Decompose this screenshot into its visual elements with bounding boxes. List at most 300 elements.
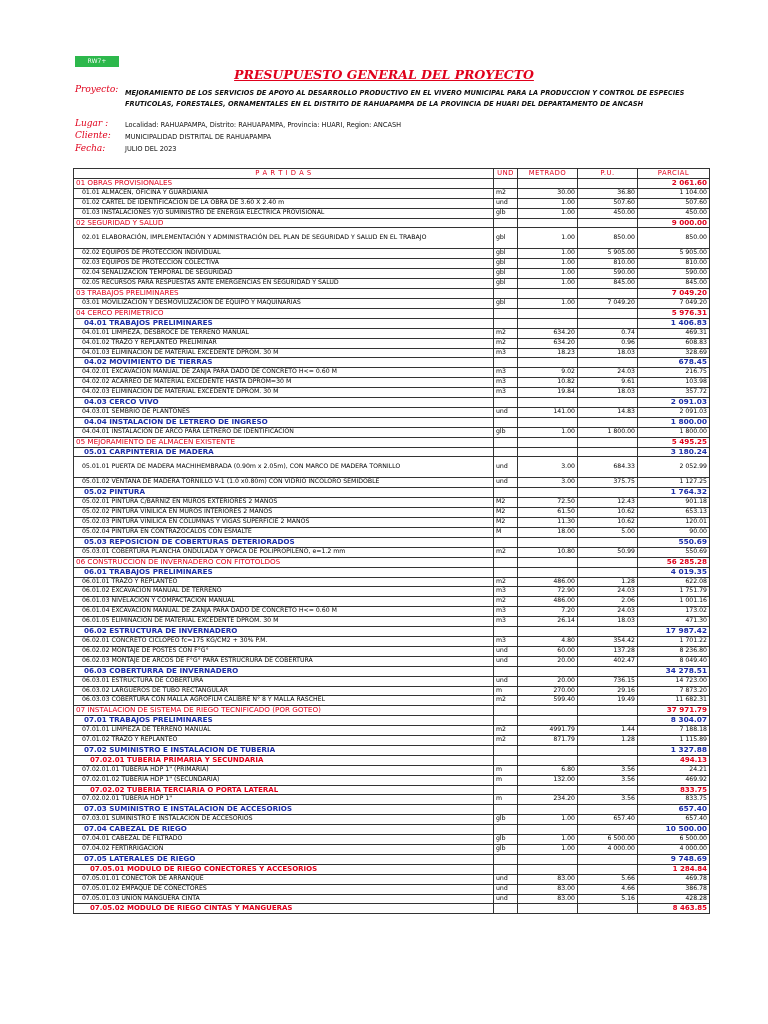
parcial-cell: 1 800.00 [638,427,710,437]
metrado-cell: 1.00 [518,298,578,308]
section-row [74,537,710,547]
metrado-cell [518,825,578,835]
metrado-cell [518,398,578,408]
pu-cell [578,755,638,765]
partida-cell: 07.02.02 TUBERIA TERCIARIA O PORTA LATERAL [74,785,494,795]
table-row [74,348,710,358]
parcial-cell: 4 000.00 [638,845,710,855]
pu-cell: 850.00 [578,228,638,249]
pu-cell [578,437,638,447]
und-cell: und [494,656,518,666]
partida-cell: 06.03 COBERTURRA DE INVERNADERO [74,666,494,676]
partida-cell: 07.05.02 MODULO DE RIEGO CINTAS Y MANGUERAS [74,904,494,914]
proyecto-value: MEJORAMIENTO DE LOS SERVICIOS DE APOYO AL DESARROLLO PRODUCTIVO EN EL VIVERO MUNICIPAL PARA LA PRODUCCION Y CONTROL DE ESPECIES FRUTICOLAS, FORESTALES, ORNAMENTALES EN EL DISTRITO DE RAHUAPAMPA DE LA PROVINCIA DE HUARI DEL DEPARTAMENTO DE ANCASH [125,89,685,108]
table-row [74,427,710,437]
pu-cell: 29.16 [578,686,638,696]
und-cell [494,557,518,567]
und-cell: m2 [494,726,518,736]
parcial-cell: 9 000.00 [638,218,710,228]
table-row [74,198,710,208]
parcial-cell: 550.69 [638,537,710,547]
table-row [74,368,710,378]
und-cell: und [494,884,518,894]
pu-cell: 4 000.00 [578,845,638,855]
partida-cell: 05.01 CARPINTERIA DE MADERA [74,447,494,457]
metrado-cell: 1.00 [518,228,578,249]
parcial-cell: 357.72 [638,388,710,398]
metrado-cell [518,417,578,427]
partida-cell: 07.05 LATERALES DE RIEGO [74,854,494,864]
pu-cell: 0.96 [578,338,638,348]
partida-cell: 07.03.01 SUMINISTRO E INSTALACIÓN DE ACCESORIOS [74,815,494,825]
und-cell [494,716,518,726]
partida-cell: 06.02.01 CONCRETO CICLOPEO fc=175 KG/CM2 + 30% P.M. [74,636,494,646]
metrado-cell: 83.00 [518,874,578,884]
und-cell: gbl [494,279,518,289]
pu-cell: 1.44 [578,726,638,736]
parcial-cell: 678.45 [638,358,710,368]
partida-cell: 02.02 EQUIPOS DE PROTECCIÓN INDIVIDUAL [74,249,494,259]
parcial-cell: 5 976.31 [638,308,710,318]
pu-cell: 4.66 [578,884,638,894]
partida-cell: 01 OBRAS PROVISIONALES [74,178,494,188]
partida-cell: 05.02.04 PINTURA EN CONTRAZOCALOS CON ESMALTE [74,528,494,538]
parcial-cell: 833.75 [638,795,710,805]
table-row [74,188,710,198]
metrado-cell: 234.20 [518,795,578,805]
metrado-cell: 30.00 [518,188,578,198]
section-row [74,358,710,368]
und-cell: m3 [494,368,518,378]
partida-cell: 07.03 SUMINISTRO E INSTALACION DE ACCESORIOS [74,805,494,815]
section-row [74,706,710,716]
section-row [74,716,710,726]
partida-cell: 04.01 TRABAJOS PRELIMINARES [74,318,494,328]
metrado-cell: 26.14 [518,617,578,627]
pu-cell: 3.56 [578,795,638,805]
parcial-cell: 103.98 [638,378,710,388]
pu-cell [578,447,638,457]
parcial-cell: 11 682.31 [638,696,710,706]
metrado-cell [518,318,578,328]
und-cell [494,447,518,457]
parcial-cell: 8 304.07 [638,716,710,726]
partida-cell: 07.02.01 TUBERIA PRIMARIA Y SECUNDARIA [74,755,494,765]
partida-cell: 07.05.01.02 EMPAQUE DE CONECTORES [74,884,494,894]
parcial-cell: 494.13 [638,755,710,765]
parcial-cell: 8 236.80 [638,646,710,656]
parcial-cell: 386.78 [638,884,710,894]
pu-cell: 3.56 [578,775,638,785]
metrado-cell [518,488,578,498]
table-row [74,656,710,666]
parcial-cell: 471.30 [638,617,710,627]
parcial-cell: 2 061.60 [638,178,710,188]
metrado-cell: 6.80 [518,765,578,775]
parcial-cell: 8 463.85 [638,904,710,914]
partida-cell: 04.01.01 LIMPIEZA, DESBROCE DE TERRENO MANUAL [74,328,494,338]
metrado-cell: 1.00 [518,845,578,855]
parcial-cell: 90.00 [638,528,710,538]
metrado-cell: 72.50 [518,498,578,508]
und-cell: m2 [494,696,518,706]
pu-cell: 507.60 [578,198,638,208]
und-cell: und [494,478,518,488]
metrado-cell: 83.00 [518,884,578,894]
table-row [74,894,710,904]
und-cell: m3 [494,587,518,597]
und-cell [494,218,518,228]
partida-cell: 06.01.01 TRAZO Y REPLANTEO [74,577,494,587]
und-cell: glb [494,815,518,825]
pu-cell: 402.47 [578,656,638,666]
parcial-cell: 1 115.89 [638,736,710,746]
parcial-cell: 10 500.00 [638,825,710,835]
parcial-cell: 469.31 [638,328,710,338]
und-cell: und [494,407,518,417]
pu-cell: 1.28 [578,736,638,746]
table-row [74,736,710,746]
table-row [74,269,710,279]
table-header [74,169,710,179]
table-row [74,815,710,825]
metrado-cell [518,864,578,874]
section-row [74,805,710,815]
und-cell [494,318,518,328]
table-row [74,884,710,894]
table-row [74,528,710,538]
parcial-cell: 4 019.35 [638,567,710,577]
parcial-cell: 1 104.00 [638,188,710,198]
und-cell: m3 [494,636,518,646]
metrado-cell [518,706,578,716]
metrado-cell: 1.00 [518,427,578,437]
metrado-cell [518,537,578,547]
pu-cell [578,666,638,676]
und-cell [494,417,518,427]
parcial-cell: 7 188.18 [638,726,710,736]
section-row [74,488,710,498]
parcial-cell: 622.08 [638,577,710,587]
parcial-cell: 608.83 [638,338,710,348]
und-cell: gbl [494,259,518,269]
metrado-cell [518,805,578,815]
und-cell [494,437,518,447]
parcial-cell: 2 091.03 [638,407,710,417]
pu-cell: 18.03 [578,617,638,627]
pu-cell: 1.28 [578,577,638,587]
metrado-cell [518,716,578,726]
pu-cell: 684.33 [578,457,638,478]
pu-cell: 810.00 [578,259,638,269]
und-cell [494,567,518,577]
parcial-cell: 1 001.16 [638,597,710,607]
metrado-cell [518,745,578,755]
section-row [74,308,710,318]
partida-cell: 06.02.02 MONTAJE DE POSTES CON F°G° [74,646,494,656]
pu-cell: 7 049.20 [578,298,638,308]
table-row [74,607,710,617]
und-cell [494,825,518,835]
parcial-cell: 1 764.32 [638,488,710,498]
partida-cell: 04.02.03 ELIMINACION DE MATERIAL EXCEDENTE DPROM. 30 M [74,388,494,398]
section-row [74,666,710,676]
metrado-cell: 599.40 [518,696,578,706]
parcial-cell: 1 701.22 [638,636,710,646]
und-cell [494,308,518,318]
partida-cell: 07.04.01 CABEZAL DE FILTRADO [74,835,494,845]
und-cell [494,488,518,498]
metrado-cell: 1.00 [518,815,578,825]
partida-cell: 04.02.01 EXCAVACION MANUAL DE ZANJA PARA DADO DE CONCRETO H<= 0.60 M [74,368,494,378]
pu-cell [578,567,638,577]
und-cell [494,537,518,547]
pu-cell: 19.49 [578,696,638,706]
table-row [74,518,710,528]
table-row [74,696,710,706]
parcial-cell: 14 723.00 [638,676,710,686]
pu-cell: 845.00 [578,279,638,289]
partida-cell: 05.02 PINTURA [74,488,494,498]
section-row [74,398,710,408]
und-cell: m2 [494,338,518,348]
partida-cell: 06.01.03 NIVELACION Y COMPACTACION MANUAL [74,597,494,607]
metrado-cell [518,178,578,188]
und-cell: und [494,646,518,656]
und-cell [494,289,518,299]
metrado-cell: 486.00 [518,597,578,607]
table-row [74,686,710,696]
parcial-cell: 507.60 [638,198,710,208]
parcial-cell: 173.02 [638,607,710,617]
partida-cell: 06.02 ESTRUCTURA DE INVERNADERO [74,627,494,637]
metrado-cell: 141.00 [518,407,578,417]
und-cell [494,854,518,864]
budget-table [73,168,710,914]
metrado-cell: 634.20 [518,338,578,348]
table-row [74,874,710,884]
metrado-cell [518,785,578,795]
parcial-cell: 7 049.20 [638,289,710,299]
pu-cell [578,864,638,874]
table-row [74,765,710,775]
pu-cell: 24.03 [578,587,638,597]
partida-cell: 06.01.02 EXCAVACION MANUAL DE TERRENO [74,587,494,597]
und-cell [494,864,518,874]
und-cell: gbl [494,228,518,249]
pu-cell: 10.62 [578,508,638,518]
section-row [74,745,710,755]
table-row [74,457,710,478]
parcial-cell: 657.40 [638,805,710,815]
partida-cell: 05 MEJORAMIENTO DE ALMACEN EXISTENTE [74,437,494,447]
fecha-value: JULIO DEL 2023 [125,145,177,153]
pu-cell: 18.03 [578,348,638,358]
metrado-cell [518,627,578,637]
und-cell: m [494,775,518,785]
metrado-cell: 132.00 [518,775,578,785]
partida-cell: 07.04.02 FERTIRRIGACION [74,845,494,855]
und-cell [494,627,518,637]
partida-cell: 03 TRABAJOS PRELIMINARES [74,289,494,299]
partida-cell: 01.01 ALMACEN, OFICINA Y GUARDIANIA [74,188,494,198]
pu-cell [578,537,638,547]
parcial-cell: 590.00 [638,269,710,279]
partida-cell: 05.01.02 VENTANA DE MADERA TORNILLO V-1 (1.0 x0.80m) CON VIDRIO INCOLORO SEMIDOBLE [74,478,494,488]
parcial-cell: 1 284.84 [638,864,710,874]
und-cell [494,358,518,368]
section-row [74,785,710,795]
parcial-cell: 550.69 [638,547,710,557]
table-row [74,279,710,289]
metrado-cell: 4991.79 [518,726,578,736]
metrado-cell: 1.00 [518,835,578,845]
pu-cell [578,745,638,755]
section-row [74,864,710,874]
metrado-cell [518,358,578,368]
pu-cell: 5.66 [578,874,638,884]
table-row [74,498,710,508]
pu-cell: 6 500.00 [578,835,638,845]
parcial-cell: 810.00 [638,259,710,269]
und-cell: m2 [494,188,518,198]
pu-cell [578,318,638,328]
table-row [74,597,710,607]
section-row [74,825,710,835]
table-row [74,328,710,338]
partida-cell: 03.01 MOVILIZACION Y DESMOVILIZACION DE EQUIPO Y MAQUINARIAS [74,298,494,308]
pu-cell [578,706,638,716]
partida-cell: 06.01 TRABAJOS PRELIMINARES [74,567,494,577]
parcial-cell: 8 049.40 [638,656,710,666]
table-row [74,208,710,218]
metrado-cell: 10.82 [518,378,578,388]
table-row [74,845,710,855]
pu-cell [578,904,638,914]
metrado-cell: 1.00 [518,208,578,218]
pu-cell [578,488,638,498]
parcial-cell: 2 091.03 [638,398,710,408]
pu-cell [578,218,638,228]
table-row [74,547,710,557]
und-cell: glb [494,845,518,855]
partida-cell: 04 CERCO PERIMETRICO [74,308,494,318]
partida-cell: 05.03.01 COBERTURA PLANCHA ONDULADA Y OPACA DE POLIPROPILENO, e=1.2 mm [74,547,494,557]
und-cell [494,745,518,755]
metrado-cell [518,666,578,676]
section-row [74,854,710,864]
pu-cell: 5.16 [578,894,638,904]
section-row [74,218,710,228]
lugar-value: Localidad: RAHUAPAMPA, Distrito: RAHUAPAMPA, Provincia: HUARI, Region: ANCASH [125,121,402,129]
und-cell: m [494,765,518,775]
partida-cell: 07.02.01.02 TUBERIA HDP 1" (SECUNDARIA) [74,775,494,785]
partida-cell: 07.01.01 LIMPIEZA DE TERRENO MANUAL [74,726,494,736]
und-cell: und [494,457,518,478]
parcial-cell: 901.18 [638,498,710,508]
parcial-cell: 24.21 [638,765,710,775]
partida-cell: 04.03.01 SEMBRIO DE PLANTONES [74,407,494,417]
und-cell [494,398,518,408]
metrado-cell: 3.00 [518,457,578,478]
table-row [74,478,710,488]
und-cell [494,785,518,795]
metrado-cell: 270.00 [518,686,578,696]
partida-cell: 05.01.01 PUERTA DE MADERA MACHIHEMBRADA (0.90m x 2.05m), CON MARCO DE MADERA TORNILLO [74,457,494,478]
metrado-cell: 19.84 [518,388,578,398]
und-cell: m2 [494,577,518,587]
pu-cell [578,308,638,318]
partida-cell: 04.03 CERCO VIVO [74,398,494,408]
partida-cell: 05.02.03 PINTURA VINILICA EN COLUMNAS Y VIGAS SUPERFICIE 2 MANOS [74,518,494,528]
metrado-cell: 634.20 [518,328,578,338]
pu-cell: 2.06 [578,597,638,607]
partida-cell: 06.02.03 MONTAJE DE ARCOS DE F°G° PARA ESTRUCRURA DE COBERTURA [74,656,494,666]
und-cell: glb [494,427,518,437]
table-row [74,298,710,308]
pu-cell [578,805,638,815]
metrado-cell: 486.00 [518,577,578,587]
header-metrado: METRADO [518,169,578,179]
partida-cell: 06.03.01 ESTRUCTURA DE COBERTURA [74,676,494,686]
metrado-cell [518,437,578,447]
und-cell: und [494,894,518,904]
parcial-cell: 428.28 [638,894,710,904]
table-row [74,388,710,398]
table-row [74,676,710,686]
section-row [74,567,710,577]
pu-cell [578,398,638,408]
und-cell: gbl [494,269,518,279]
metrado-cell: 18.23 [518,348,578,358]
partida-cell: 07 INSTALACION DE SISTEMA DE RIEGO TECNIFICADO (POR GOTEO) [74,706,494,716]
und-cell: m3 [494,388,518,398]
und-cell: m [494,686,518,696]
partida-cell: 02.04 SEÑALIZACIÓN TEMPORAL DE SEGURIDAD [74,269,494,279]
und-cell: M2 [494,518,518,528]
und-cell: M2 [494,508,518,518]
section-row [74,447,710,457]
metrado-cell: 20.00 [518,676,578,686]
partida-cell: 07.05.01.03 UNION MANGUERA CINTA [74,894,494,904]
table-row [74,228,710,249]
section-row [74,904,710,914]
parcial-cell: 1 751.79 [638,587,710,597]
und-cell: gbl [494,298,518,308]
partida-cell: 07.01 TRABAJOS PRELIMINARES [74,716,494,726]
pu-cell: 14.83 [578,407,638,417]
partida-cell: 04.02.02 ACARREO DE MATERIAL EXCEDENTE HASTA DPROM=30 M [74,378,494,388]
parcial-cell: 1 127.25 [638,478,710,488]
parcial-cell: 216.75 [638,368,710,378]
metrado-cell [518,308,578,318]
partida-cell: 05.02.02 PINTURA VINILICA EN MUROS INTERIORES 2 MANOS [74,508,494,518]
metrado-cell [518,755,578,765]
metrado-cell: 72.90 [518,587,578,597]
document-tag: RW7+ [75,56,119,67]
und-cell: m3 [494,607,518,617]
pu-cell: 24.03 [578,368,638,378]
table-row [74,795,710,805]
cliente-label: Cliente: [75,131,111,141]
und-cell [494,904,518,914]
pu-cell: 590.00 [578,269,638,279]
parcial-cell: 469.92 [638,775,710,785]
table-row [74,587,710,597]
section-row [74,318,710,328]
partida-cell: 05.02.01 PINTURA C/BARNIZ EN MUROS EXTERIORES 2 MANOS [74,498,494,508]
parcial-cell: 5 495.25 [638,437,710,447]
